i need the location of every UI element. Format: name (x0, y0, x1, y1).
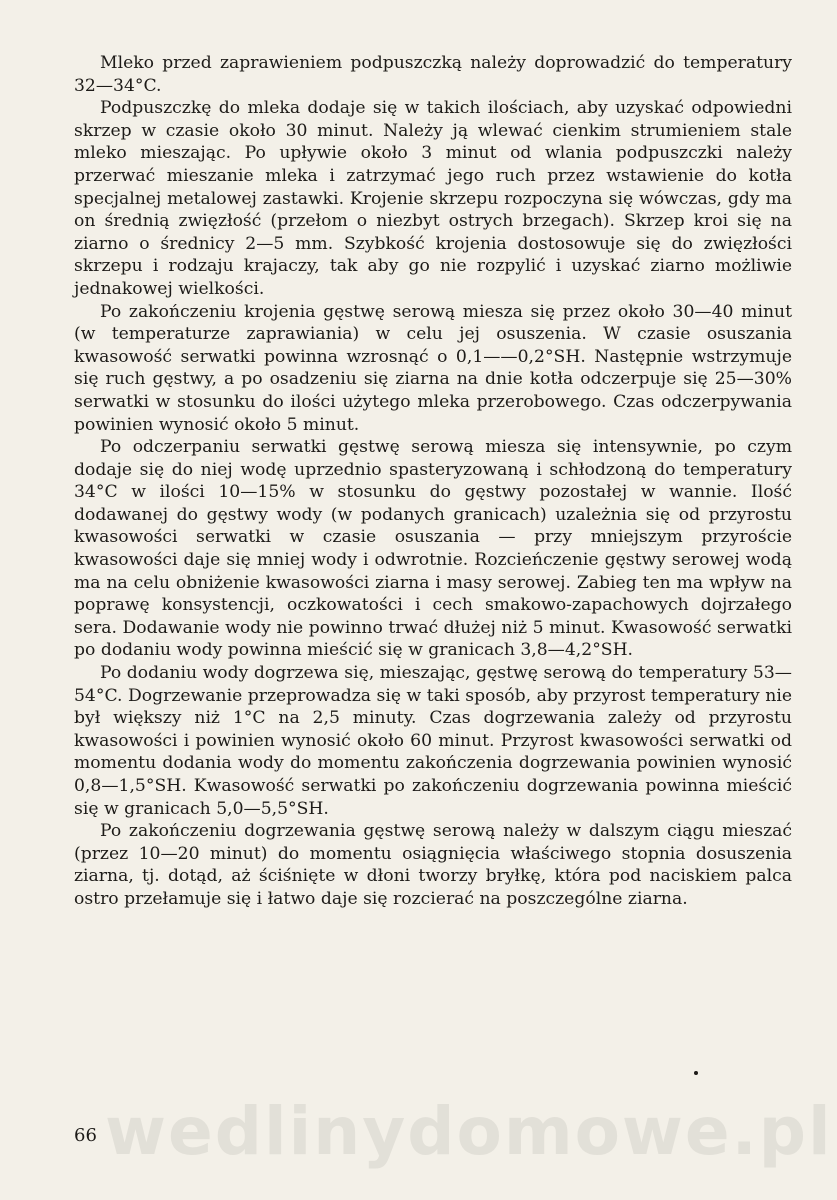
paragraph-3: Po zakończeniu krojenia gęstwę serową miesza się przez około 30—40 minut (w temperaturze zaprawiania) w celu jej osuszenia. W czasie osuszania kwasowość serwatki powinna wzrosnąć o 0,1——0,2°SH. Następnie wstrzymuje się ruch gęstwy, a po osadzeniu się ziarna na dnie kotła odczerpuje się 25—30% serwatki w stosunku do ilości użytego mleka przerobowego. Czas odczerpywania powinien wynosić około 5 minut. (74, 301, 792, 435)
paragraph-5: Po dodaniu wody dogrzewa się, mieszając, gęstwę serową do temperatury 53—54°C. Dogrzewanie przeprowadza się w taki sposób, aby przyrost temperatury nie był większy niż 1°C na 2,5 minuty. Czas dogrzewania zależy od przyrostu kwasowości i powinien wynosić około 60 minut. Przyrost kwasowości serwatki od momentu dodania wody do momentu zakończenia dogrzewania powinien wynosić 0,8—1,5°SH. Kwasowość serwatki po zakończeniu dogrzewania powinna mieścić się w granicach 5,0—5,5°SH. (74, 663, 792, 819)
paragraph-6: Po zakończeniu dogrzewania gęstwę serową należy w dalszym ciągu mieszać (przez 10—20 minut) do momentu osiągnięcia właściwego stopnia dosuszenia ziarna, tj. dotąd, aż ściśnięte w dłoni tworzy bryłkę, która pod naciskiem palca ostro przełamuje się i łatwo daje się rozcierać na poszczególne ziarna. (74, 821, 792, 909)
body-text (74, 52, 792, 911)
paragraph-1: Mleko przed zaprawieniem podpuszczką należy doprowadzić do temperatury 32—34°C. (74, 53, 792, 96)
watermark: wedlinydomowe.pl (105, 1093, 833, 1170)
page-number: 66 (74, 1125, 97, 1146)
paragraph-2: Podpuszczkę do mleka dodaje się w takich ilościach, aby uzyskać odpowiedni skrzep w czasie około 30 minut. Należy ją wlewać cienkim strumieniem stale mleko mieszając. Po upływie około 3 minut od wlania podpuszczki należy przerwać mieszanie mleka i zatrzymać jego ruch przez wstawienie do kotła specjalnej metalowej zastawki. Krojenie skrzepu rozpoczyna się wówczas, gdy ma on średnią zwięzłość (przełom o niezbyt ostrych brzegach). Skrzep kroi się na ziarno o średnicy 2—5 mm. Szybkość krojenia dostosowuje się do zwięzłości skrzepu i rodzaju krajaczy, tak aby go nie rozpylić i uzyskać ziarno możliwie jednakowej wielkości. (74, 98, 792, 299)
paragraph-4: Po odczerpaniu serwatki gęstwę serową miesza się intensywnie, po czym dodaje się do niej wodę uprzednio spasteryzowaną i schłodzoną do temperatury 34°C w ilości 10—15% w stosunku do gęstwy pozostałej w wannie. Ilość dodawanej do gęstwy wody (w podanych granicach) uzależnia się od przyrostu kwasowości serwatki w czasie osuszania — przy mniejszym przyroście kwasowości daje się mniej wody i odwrotnie. Rozcieńczenie gęstwy serowej wodą ma na celu obniżenie kwasowości ziarna i masy serowej. Zabieg ten ma wpływ na poprawę konsystencji, oczkowatości i cech smakowo-zapachowych dojrzałego sera. Dodawanie wody nie powinno trwać dłużej niż 5 minut. Kwasowość serwatki po dodaniu wody powinna mieścić się w granicach 3,8—4,2°SH. (74, 437, 792, 661)
ink-dot (694, 1071, 698, 1075)
